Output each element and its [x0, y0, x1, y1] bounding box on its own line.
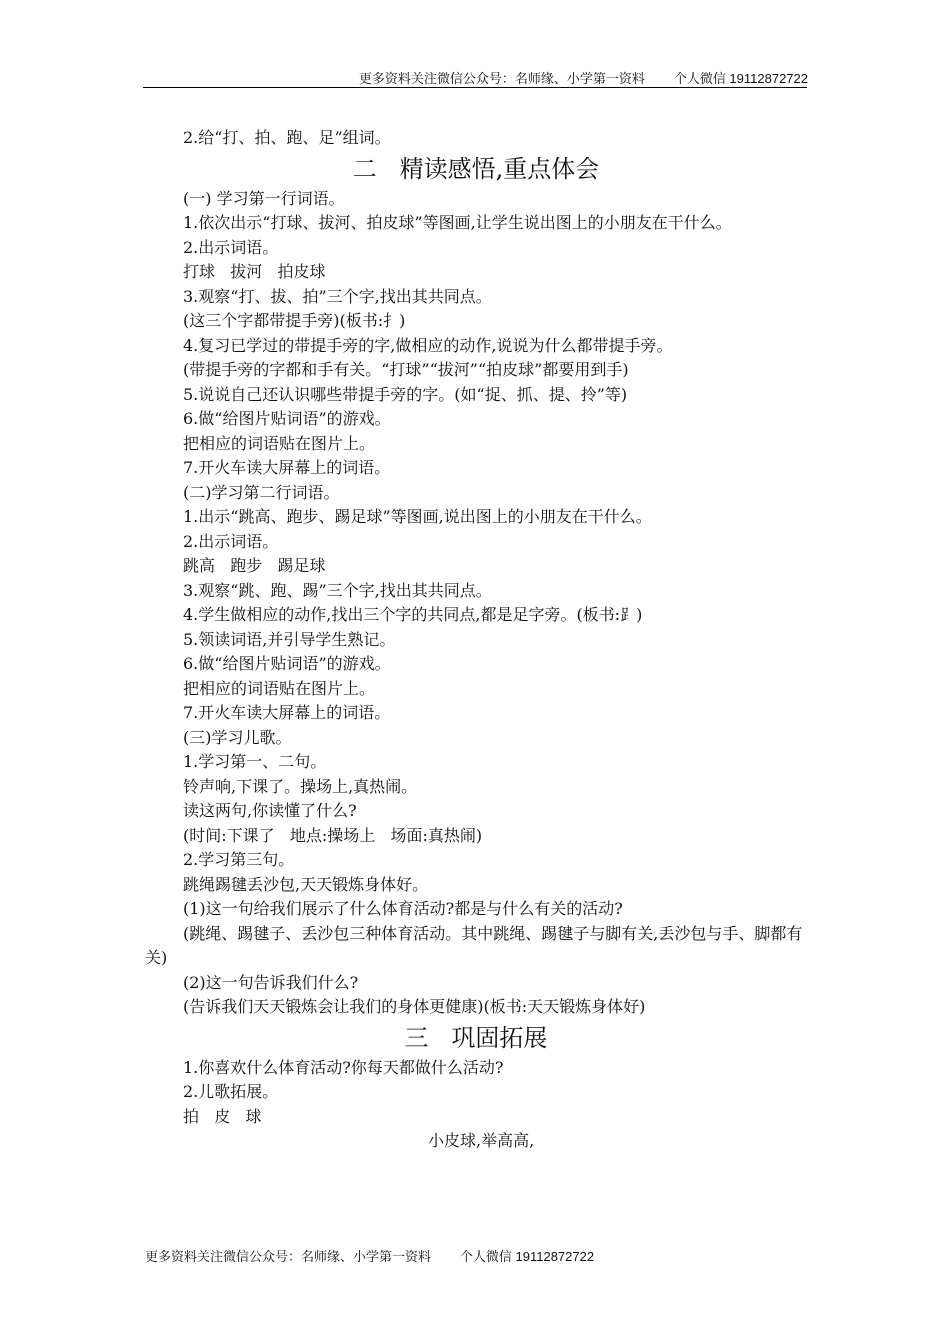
paragraph: 1.依次出示“打球、拔河、拍皮球”等图画,让学生说出图上的小朋友在干什么。 — [183, 213, 732, 232]
paragraph: 读这两句,你读懂了什么? — [183, 801, 357, 820]
word-list: 打球 拔河 拍皮球 — [183, 262, 326, 281]
poem-line: 小皮球,举高高, — [428, 1131, 535, 1150]
subheading: (三)学习儿歌。 — [183, 727, 292, 747]
list-item: 2.学习第三句。 — [183, 850, 295, 869]
note: (告诉我们天天锻炼会让我们的身体更健康)(板书:天天锻炼身体好) — [183, 997, 646, 1016]
question: (1)这一句给我们展示了什么体育活动?都是与什么有关的活动? — [183, 899, 623, 918]
list-item: 6.做“给图片贴词语”的游戏。 — [183, 409, 391, 428]
list-item: 4.学生做相应的动作,找出三个字的共同点,都是足字旁。(板书:⻊) — [183, 605, 643, 624]
list-item: 2.出示词语。 — [183, 237, 279, 257]
paragraph: 把相应的词语贴在图片上。 — [183, 433, 376, 453]
list-item: 4.复习已学过的带提手旁的字,做相应的动作,说说为什么都带提手旁。 — [183, 335, 673, 355]
subheading: (一) 学习第一行词语。 — [183, 188, 345, 208]
list-item: 6.做“给图片贴词语”的游戏。 — [183, 654, 391, 673]
note: (这三个字都带提手旁)(板书:扌) — [183, 311, 406, 330]
note: (时间:下课了 地点:操场上 场面:真热闹) — [183, 825, 483, 845]
word-list: 跳高 跑步 踢足球 — [183, 556, 326, 575]
poem-title: 拍 皮 球 — [183, 1106, 262, 1126]
list-item: 1.你喜欢什么体育活动?你每天都做什么活动? — [183, 1057, 504, 1077]
list-item: 2.出示词语。 — [183, 531, 279, 551]
list-item: 2.给“打、拍、跑、足”组词。 — [183, 128, 391, 147]
section-heading-2: 二 精读感悟,重点体会 — [352, 154, 600, 183]
poem-line: 铃声响,下课了。操场上,真热闹。 — [183, 776, 418, 796]
list-item: 3.观察“跳、跑、踢”三个字,找出其共同点。 — [183, 580, 492, 600]
section-heading-3: 三 巩固拓展 — [404, 1023, 548, 1052]
list-item: 3.观察“打、拔、拍”三个字,找出其共同点。 — [183, 286, 492, 306]
list-item: 7.开火车读大屏幕上的词语。 — [183, 703, 391, 722]
note: (带提手旁的字都和手有关。“打球”“拔河”“拍皮球”都要用到手) — [183, 360, 629, 379]
poem-line: 跳绳踢毽丢沙包,天天锻炼身体好。 — [183, 874, 429, 894]
list-item: 5.领读词语,并引导学生熟记。 — [183, 629, 396, 649]
list-item: 2.儿歌拓展。 — [183, 1082, 279, 1101]
list-item: 1.学习第一、二句。 — [183, 752, 327, 771]
note: (跳绳、踢毽子、丢沙包三种体育活动。其中跳绳、踢毽子与脚有关,丢沙包与手、脚都有关) — [145, 923, 803, 967]
paragraph: 把相应的词语贴在图片上。 — [183, 678, 376, 698]
page-header-text: 更多资料关注微信公众号：名师缘、小学第一资料 个人微信 19112872722 — [358, 71, 808, 86]
list-item: 7.开火车读大屏幕上的词语。 — [183, 458, 391, 477]
subheading: (二)学习第二行词语。 — [183, 482, 340, 502]
list-item: 5.说说自己还认识哪些带提手旁的字。(如“捉、抓、提、拎”等) — [183, 384, 628, 404]
page-footer-text: 更多资料关注微信公众号：名师缘、小学第一资料 个人微信 19112872722 — [145, 1249, 595, 1264]
list-item: 1.出示“跳高、跑步、踢足球”等图画,说出图上的小朋友在干什么。 — [183, 507, 652, 526]
document-body — [145, 126, 807, 1154]
header-rule — [143, 87, 807, 88]
question: (2)这一句告诉我们什么? — [183, 972, 359, 992]
